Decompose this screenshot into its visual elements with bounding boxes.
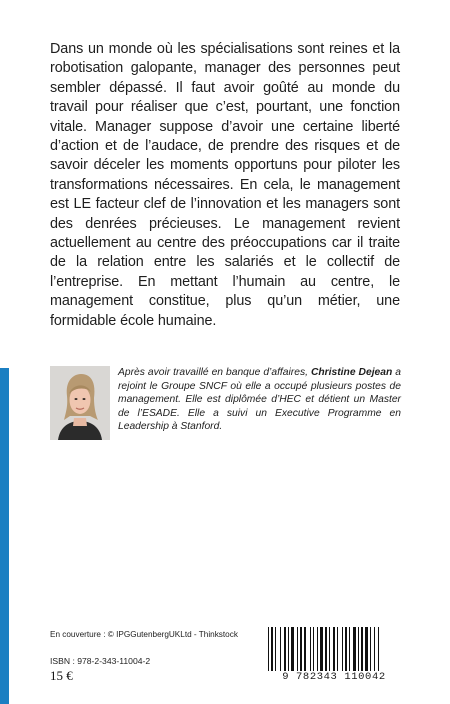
author-name: Christine Dejean xyxy=(310,367,393,378)
bio-intro: Après avoir travaillé en banque d’affaires, xyxy=(118,367,311,378)
blue-spine-bar xyxy=(0,368,9,704)
barcode xyxy=(266,627,402,684)
author-bio xyxy=(118,366,401,434)
cover-credit: En couverture : © IPGGutenbergUKLtd - Thinkstock xyxy=(50,630,238,639)
isbn: ISBN : 978-2-343-11004-2 xyxy=(50,656,151,666)
bio-rest: a rejoint le Groupe SNCF où elle a occupé plusieurs postes de management. Elle est diplômée d’HEC et détient un Master de l’ESADE. Elle a suivi un Executive Programme en Leadership à Stanford. xyxy=(118,367,401,432)
back-cover-blurb: Dans un monde où les spécialisations sont reines et la robotisation galopante, manager des personnes peut sembler dépassé. Il faut avoir goûté au monde du travail pour réaliser que c’est, pourtant, une fonction vitale. Manager suppose d’avoir une certaine liberté d’action et de l’audace, de prendre des risques et de savoir déceler les moments opportuns pour piloter les transformations nécessaires. En cela, le management est LE facteur clef de l’innovation et les managers sont des denrées précieuses. Le management revient actuellement au centre des préoccupations car il traite de la relation entre les salariés et le collectif de l’entreprise. En mettant l’humain au centre, le management constitue, plus qu’un métier, une formidable école humaine. xyxy=(50,41,400,329)
price: 15 € xyxy=(50,668,73,683)
author-photo xyxy=(50,366,110,440)
barcode-digits: 9 782343 110042 xyxy=(266,671,402,684)
